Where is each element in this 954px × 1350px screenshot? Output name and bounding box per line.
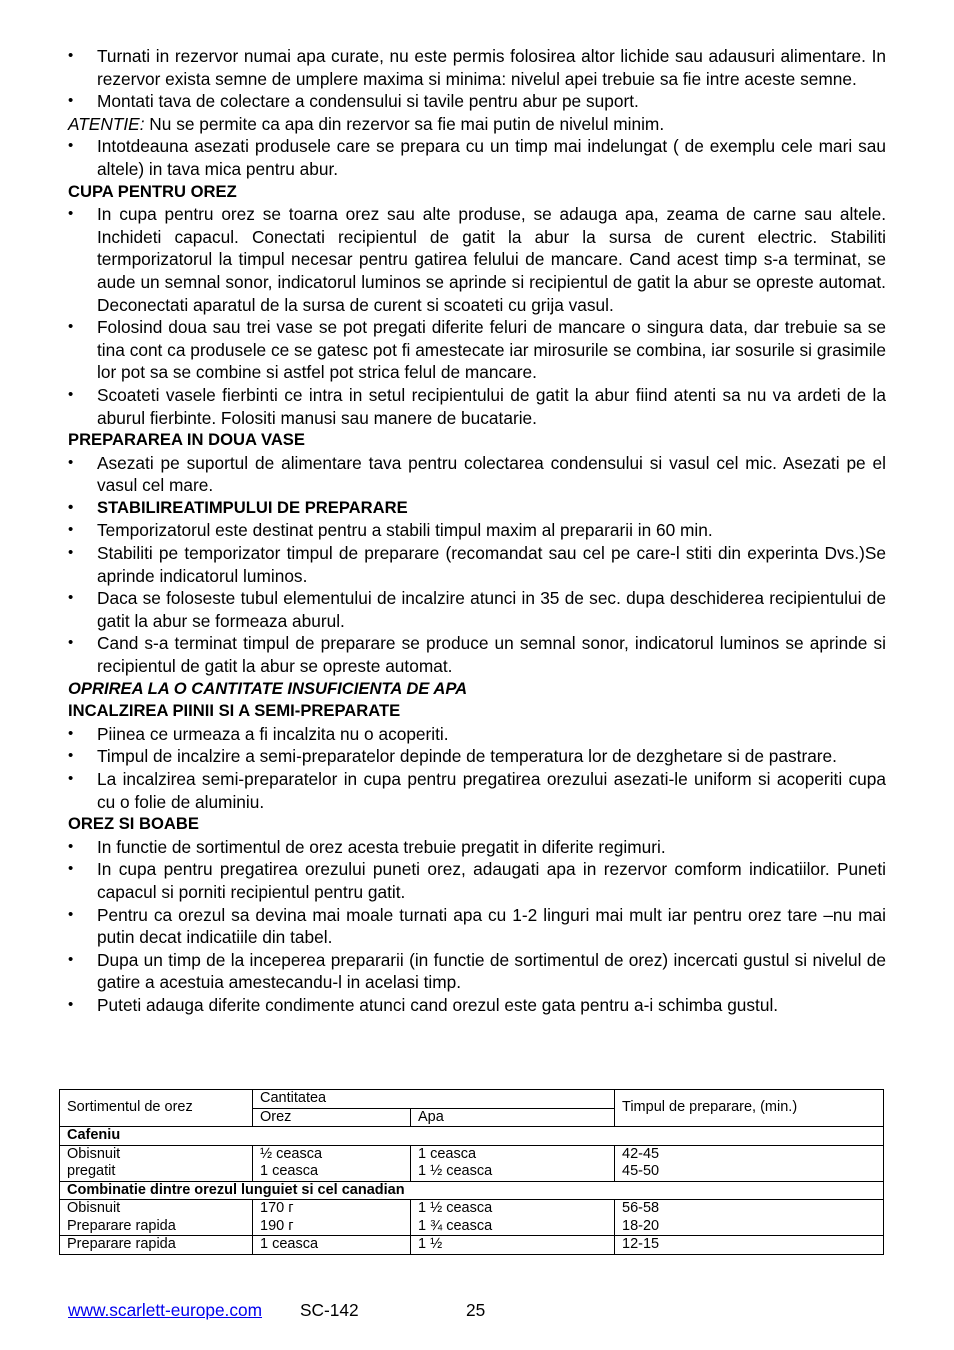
model-number: SC-142 (300, 1300, 359, 1320)
list-item: • Asezati pe suportul de alimentare tava pentru colectarea condensului si vasul cel mic. Asezati pe el vasul cel mare. (68, 452, 886, 497)
list-item: • Daca se foloseste tubul elementului de incalzire atunci in 35 de sec. dupa deschiderea recipientului de gatit la abur se formeaza aburul. (68, 587, 886, 632)
cell-line: 18-20 (622, 1217, 660, 1234)
cell-time (615, 1200, 884, 1236)
table-row (60, 1200, 884, 1236)
section-heading-bread: INCALZIREA PIINII SI A SEMI-PREPARATE (68, 701, 401, 721)
page-number: 25 (466, 1300, 486, 1320)
cell-line: Preparare rapida (67, 1217, 176, 1234)
table-header-row (60, 1090, 884, 1109)
attention-note (68, 113, 886, 136)
list-item: • In cupa pentru pregatirea orezului puneti orez, adaugati apa in rezervor comform indicatiilor. Puneti capacul si porniti recipientul pentru gatit. (68, 858, 886, 903)
document-body (68, 45, 886, 1017)
cell-line: Obisnuit (67, 1145, 121, 1162)
cell-line: 1 ceasca (260, 1163, 319, 1179)
table-row (60, 1236, 884, 1255)
cell-line: 1 ½ ceasca (418, 1200, 493, 1216)
website-link[interactable]: www.scarlett-europe.com (68, 1300, 263, 1320)
cell-line: 56-58 (622, 1200, 660, 1216)
table-group-row (60, 1127, 884, 1146)
col-variety-header: Sortimentul de orez (60, 1090, 253, 1127)
attention-label: ATENTIE: (68, 113, 145, 134)
cell-variety (60, 1145, 253, 1181)
cell-rice (253, 1145, 411, 1181)
list-item: • Stabiliti pe temporizator timpul de preparare (recomandat sau cel pe care-l stiti din experinta Dvs.)Se aprinde indicatorul luminos. (68, 542, 886, 587)
list-item: • Cand s-a terminat timpul de preparare se produce un semnal sonor, indicatorul luminos se aprinde si recipientul de gatit la abur se opreste automat. (68, 632, 886, 677)
cell-rice (253, 1200, 411, 1236)
cell-line: 170 г (260, 1200, 294, 1216)
cell-water (411, 1145, 615, 1181)
list-item: • In cupa pentru orez se toarna orez sau alte produse, se adauga apa, zeama de carne sau altele. Inchideti capacul. Conectati recipientul de gatit la abur la sursa de curent electric. Stabiliti termporizatorul la timpul necesar pentru gatirea felului de mancare. Cand acest timp s-a terminat, se aude un semnal sonor, indicatorul luminos se aprinde si recipientul de gatit la abur se opreste automat. Deconectati aparatul de la sursa de curent si scoateti cu grija vasul. (68, 203, 886, 316)
section-heading-rice-cup: CUPA PENTRU OREZ (68, 181, 237, 201)
cell-line: pregatit (67, 1163, 116, 1179)
list-item: • Dupa un timp de la inceperea prepararii (in functie de sortimentul de orez) incercati gustul si nivelul de gatire a acestuia amestecandu-l in acelasi timp. (68, 949, 886, 994)
col-quantity-header: Cantitatea (253, 1090, 615, 1109)
cell-time: 12-15 (615, 1236, 884, 1255)
cell-water: 1 ½ (411, 1236, 615, 1255)
attention-text: Nu se permite ca apa din rezervor sa fie mai putin de nivelul minim. (144, 113, 665, 134)
list-item: • Turnati in rezervor numai apa curate, nu este permis folosirea altor lichide sau adausuri alimentare. In rezervor exista semne de umplere maxima si minima: nivelul apei trebuie sa fie intre aceste semne. (68, 45, 886, 90)
col-water-header: Apa (411, 1108, 615, 1127)
cell-line: 190 г (260, 1217, 294, 1234)
list-item: • Timpul de incalzire a semi-preparatelor depinde de temperatura lor de dezghetare si de pastrare. (68, 745, 886, 768)
list-item: • Piinea ce urmeaza a fi incalzita nu o acoperiti. (68, 723, 886, 746)
table-row (60, 1145, 884, 1181)
list-item: • Folosind doua sau trei vase se pot pregati diferite feluri de mancare o singura data, dar trebuie sa se tina cont ca produsele ce se gatesc pot fi amestecate iar mirosurile se combina, iar sosurile si grasimile lor pot sa se combine si astfel pot strica felul de mancare. (68, 316, 886, 384)
list-item: • La incalzirea semi-preparatelor in cupa pentru pregatirea orezului asezati-le uniform si acoperiti cupa cu o folie de aluminiu. (68, 768, 886, 813)
rice-cooking-table (59, 1089, 884, 1255)
cell-line: 45-50 (622, 1163, 660, 1179)
section-heading-two-vessels: PREPARAREA IN DOUA VASE (68, 430, 305, 450)
list-item: • In functie de sortimentul de orez acesta trebuie pregatit in diferite regimuri. (68, 836, 886, 859)
cell-line: 42-45 (622, 1145, 660, 1162)
group-label: Combinatie dintre orezul lunguiet si cel canadian (60, 1181, 884, 1200)
cell-time (615, 1145, 884, 1181)
col-time-header: Timpul de preparare, (min.) (615, 1090, 884, 1127)
cell-variety (60, 1200, 253, 1236)
section-heading-stop: OPRIREA LA O CANTITATE INSUFICIENTA DE APA (68, 678, 468, 698)
list-item: • Puteti adauga diferite condimente atunci cand orezul este gata pentru a-i schimba gustul. (68, 994, 886, 1017)
cell-rice: 1 ceasca (253, 1236, 411, 1255)
list-item: • Montati tava de colectare a condensului si tavile pentru abur pe suport. (68, 90, 886, 113)
list-item: • Scoateti vasele fierbinti ce intra in setul recipientului de gatit la abur fiind atenti sa nu va ardeti de la aburul fierbinte. Folositi manusi sau manere de bucatarie. (68, 384, 886, 429)
group-label: Cafeniu (60, 1127, 884, 1146)
cell-water (411, 1200, 615, 1236)
cell-line: Obisnuit (67, 1200, 121, 1216)
cell-variety: Preparare rapida (60, 1236, 253, 1255)
table-group-row (60, 1181, 884, 1200)
list-item: • Pentru ca orezul sa devina mai moale turnati apa cu 1-2 linguri mai mult iar pentru orez tare –nu mai putin decat indicatiile din tabel. (68, 904, 886, 949)
cell-line: 1 ½ ceasca (418, 1163, 493, 1179)
section-heading-rice-grains: OREZ SI BOABE (68, 814, 199, 834)
list-item-heading: • STABILIREATIMPULUI DE PREPARARE (68, 497, 886, 520)
list-item: • Temporizatorul este destinat pentru a stabili timpul maxim al prepararii in 60 min. (68, 519, 886, 542)
cell-line: 1 ceasca (418, 1145, 477, 1162)
list-item: • Intotdeauna asezati produsele care se prepara cu un timp mai indelungat ( de exemplu cele mari sau altele) in tava mica pentru abur. (68, 135, 886, 180)
cell-line: 1 ¾ ceasca (418, 1217, 493, 1234)
col-rice-header: Orez (253, 1108, 411, 1127)
cell-line: ½ ceasca (260, 1145, 323, 1162)
